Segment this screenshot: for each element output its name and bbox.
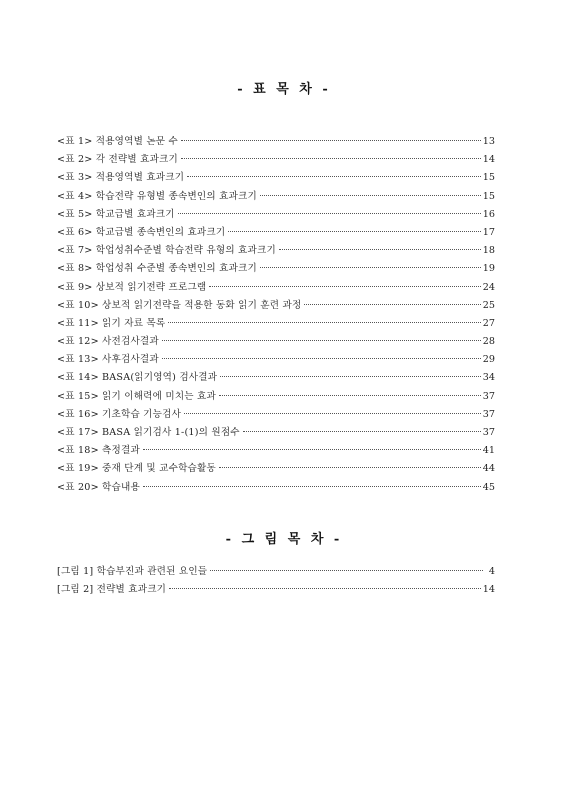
table-toc-entry-page-number: 18	[482, 245, 495, 257]
table-toc-entry-label: <표 17> BASA 읽기검사 1-(1)의 원점수	[57, 427, 240, 438]
table-toc-entry-page-number: 16	[482, 208, 495, 220]
table-toc-entry-page-number: 15	[482, 172, 495, 184]
table-toc-entry[interactable]	[57, 206, 495, 224]
table-of-figures-list	[57, 563, 495, 599]
table-toc-entry-page-number: 28	[482, 336, 495, 348]
table-toc-entry-page-number: 41	[482, 445, 495, 457]
table-toc-entry[interactable]	[57, 351, 495, 369]
table-toc-entry-page-number: 37	[482, 408, 495, 420]
table-toc-entry-label: <표 15> 읽기 이해력에 미치는 효과	[57, 390, 216, 402]
dot-leader	[184, 413, 481, 414]
figure-toc-entry-page-number: 14	[482, 584, 495, 596]
table-toc-entry[interactable]	[57, 279, 495, 297]
table-toc-entry-label: <표 2> 각 전략별 효과크기	[57, 154, 178, 166]
table-toc-entry-page-number: 13	[482, 136, 495, 147]
table-toc-entry[interactable]	[57, 151, 495, 169]
table-toc-entry[interactable]	[57, 260, 495, 278]
table-toc-entry-page-number: 37	[482, 427, 495, 438]
table-toc-entry[interactable]	[57, 369, 495, 387]
table-toc-entry-page-number: 24	[482, 281, 495, 293]
dot-leader	[304, 304, 480, 305]
table-toc-entry-label: <표 12> 사전검사결과	[57, 336, 159, 348]
table-toc-entry[interactable]	[57, 424, 495, 442]
dot-leader	[219, 395, 481, 396]
table-toc-entry-page-number: 27	[482, 317, 495, 329]
dot-leader	[168, 322, 480, 323]
table-toc-entry-label: <표 5> 학교급별 효과크기	[57, 208, 175, 220]
table-toc-entry-label: <표 4> 학습전략 유형별 종속변인의 효과크기	[57, 190, 257, 202]
dot-leader	[162, 340, 481, 341]
table-toc-entry-page-number: 15	[482, 190, 495, 202]
table-toc-entry-label: <표 7> 학업성취수준별 학습전략 유형의 효과크기	[57, 245, 276, 257]
table-toc-entry-page-number: 34	[482, 372, 495, 384]
dot-leader	[279, 249, 481, 250]
table-toc-entry[interactable]	[57, 333, 495, 351]
table-toc-entry[interactable]	[57, 479, 495, 497]
table-toc-entry-page-number: 45	[482, 481, 495, 493]
table-toc-entry-page-number: 14	[482, 154, 495, 166]
table-toc-entry-page-number: 44	[482, 463, 495, 475]
table-toc-entry-page-number: 25	[482, 299, 495, 311]
table-toc-entry-label: <표 14> BASA(읽기영역) 검사결과	[57, 372, 218, 384]
table-of-figures-heading: - 그 림 목 차 -	[225, 532, 341, 547]
dot-leader	[243, 431, 481, 432]
table-toc-entry[interactable]	[57, 388, 495, 406]
dot-leader	[228, 231, 480, 232]
dot-leader	[169, 588, 481, 589]
table-of-tables-heading: - 표 목 차 -	[237, 82, 329, 97]
dot-leader	[260, 267, 481, 268]
figure-toc-entry-label: [그림 1] 학습부진과 관련된 요인들	[57, 566, 208, 577]
dot-leader	[187, 176, 481, 177]
table-toc-entry-label: <표 11> 읽기 자료 목록	[57, 317, 166, 329]
table-toc-entry[interactable]	[57, 169, 495, 187]
dot-leader	[209, 286, 480, 287]
table-toc-entry-page-number: 37	[482, 390, 495, 402]
table-toc-entry-label: <표 9> 상보적 읽기전략 프로그램	[57, 281, 207, 293]
table-toc-entry-label: <표 19> 중재 단계 및 교수학습활동	[57, 463, 216, 475]
table-toc-entry-page-number: 29	[482, 354, 495, 366]
table-toc-entry[interactable]	[57, 315, 495, 333]
table-toc-entry[interactable]	[57, 297, 495, 315]
dot-leader	[210, 570, 483, 571]
table-toc-entry-label: <표 10> 상보적 읽기전략을 적용한 동화 읽기 훈련 과정	[57, 299, 302, 311]
figure-toc-entry[interactable]	[57, 563, 495, 581]
table-toc-entry-label: <표 13> 사후검사결과	[57, 354, 159, 366]
table-toc-entry[interactable]	[57, 133, 495, 151]
table-toc-entry-label: <표 6> 학교급별 종속변인의 효과크기	[57, 226, 226, 238]
table-of-tables-list	[57, 133, 495, 497]
table-toc-entry[interactable]	[57, 442, 495, 460]
dot-leader	[178, 213, 481, 214]
table-toc-entry[interactable]	[57, 460, 495, 478]
table-toc-entry-label: <표 18> 측정결과	[57, 445, 140, 457]
table-toc-entry-label: <표 1> 적용영역별 논문 수	[57, 136, 178, 147]
dot-leader	[219, 467, 481, 468]
table-toc-entry-label: <표 3> 적용영역별 효과크기	[57, 172, 185, 184]
figure-toc-entry-label: [그림 2] 전략별 효과크기	[57, 584, 167, 596]
table-toc-entry-page-number: 19	[482, 263, 495, 275]
table-toc-entry[interactable]	[57, 242, 495, 260]
dot-leader	[220, 376, 481, 377]
dot-leader	[181, 140, 481, 141]
dot-leader	[143, 486, 481, 487]
table-toc-entry[interactable]	[57, 188, 495, 206]
figure-toc-entry-page-number: 4	[488, 566, 495, 577]
figure-toc-entry[interactable]	[57, 581, 495, 599]
table-toc-entry-label: <표 8> 학업성취 수준별 종속변인의 효과크기	[57, 263, 257, 275]
dot-leader	[260, 195, 481, 196]
table-toc-entry-page-number: 17	[482, 226, 495, 238]
table-toc-entry-label: <표 20> 학습내용	[57, 481, 140, 493]
dot-leader	[162, 358, 481, 359]
table-toc-entry-label: <표 16> 기초학습 기능검사	[57, 408, 182, 420]
table-toc-entry[interactable]	[57, 224, 495, 242]
table-toc-entry[interactable]	[57, 406, 495, 424]
dot-leader	[181, 158, 481, 159]
dot-leader	[143, 449, 481, 450]
